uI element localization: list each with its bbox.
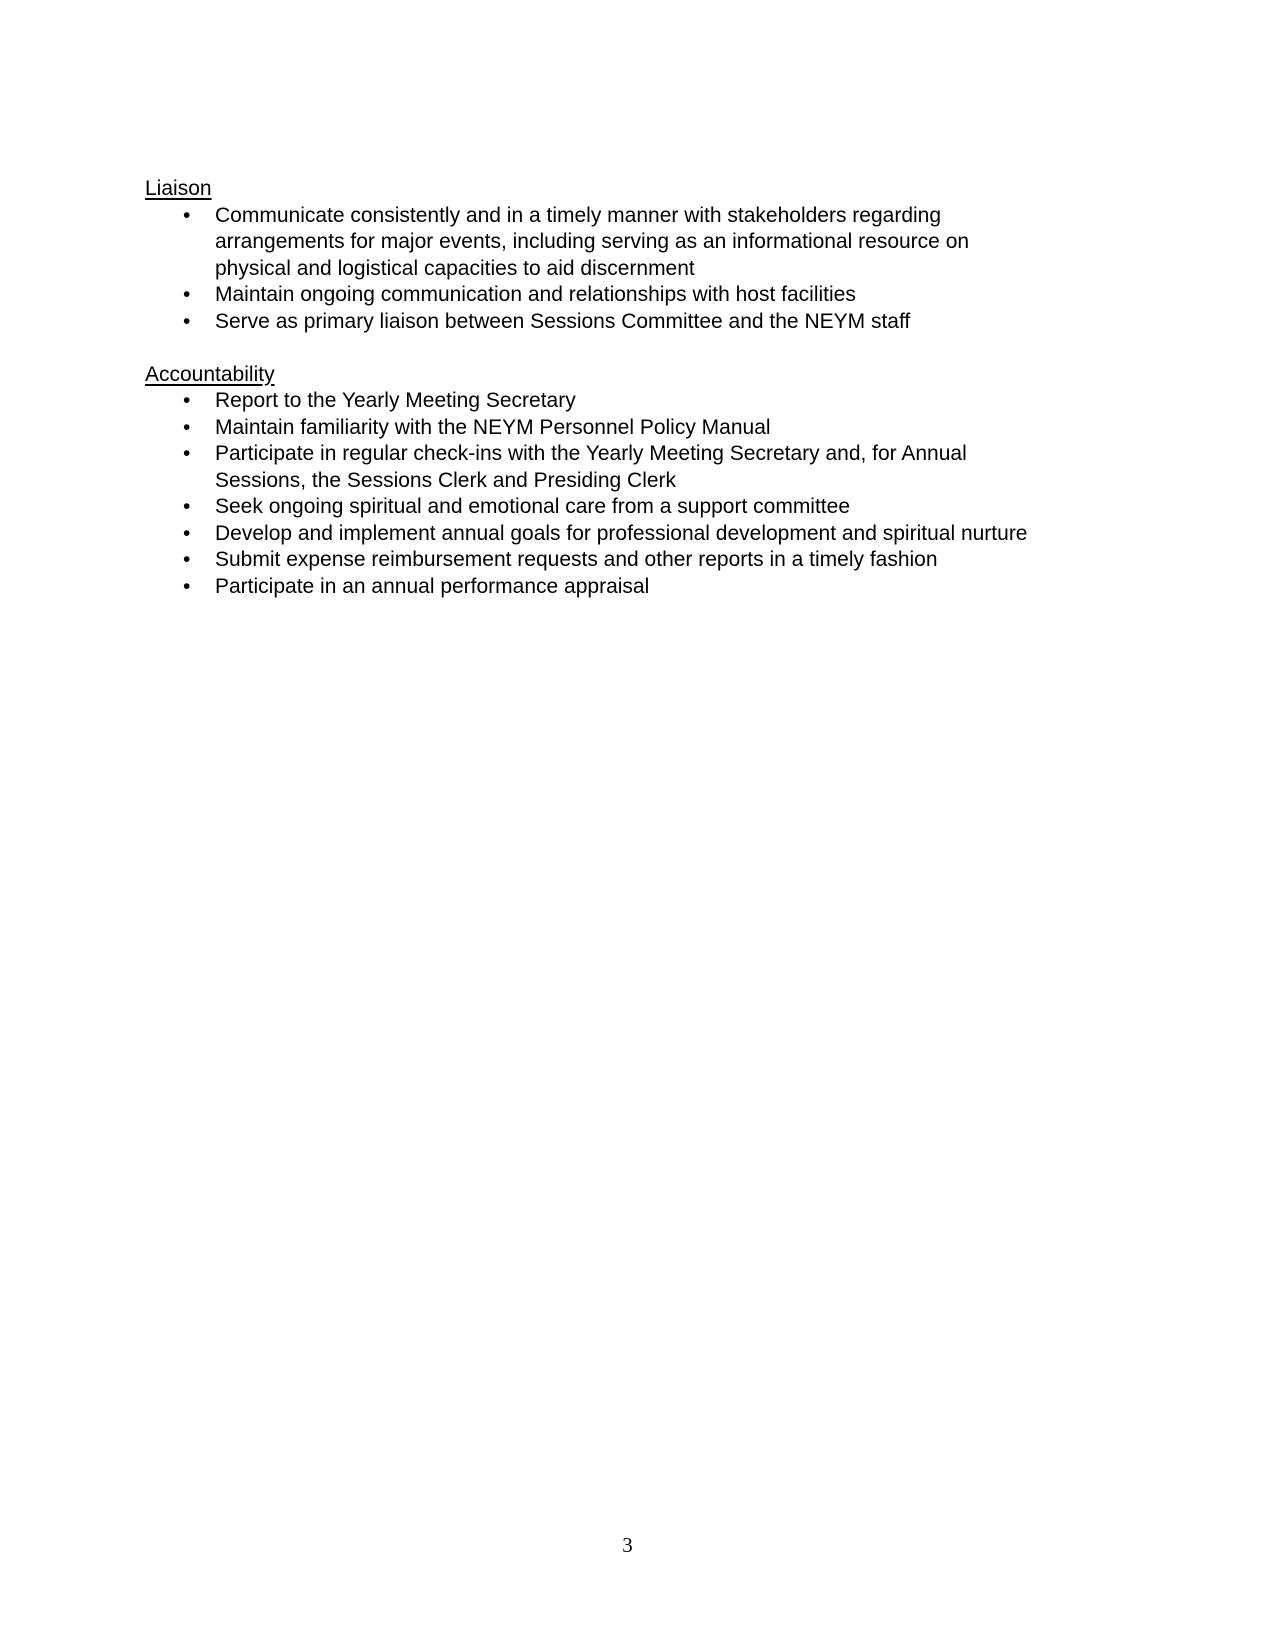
bullet-text: Seek ongoing spiritual and emotional care from a support committee xyxy=(215,495,851,518)
bullet-item xyxy=(145,547,1037,574)
bullet-item xyxy=(145,494,1037,521)
bullet-text: Maintain ongoing communication and relationships with host facilities xyxy=(215,283,856,306)
bullet-icon: • xyxy=(183,442,191,465)
section-heading: Liaison xyxy=(145,177,212,200)
section-liaison xyxy=(145,176,1037,335)
bullet-text: Participate in an annual performance appraisal xyxy=(215,574,650,598)
bullet-text: Develop and implement annual goals for professional development and spiritual nurture xyxy=(215,521,1028,545)
bullet-item xyxy=(145,203,1037,283)
page-number: 3 xyxy=(622,1533,633,1557)
bullet-text: Maintain familiarity with the NEYM Personnel Policy Manual xyxy=(215,415,771,439)
bullet-icon: • xyxy=(183,548,191,571)
bullet-icon: • xyxy=(183,283,191,306)
bullet-icon: • xyxy=(183,521,191,545)
bullet-text: Communicate consistently and in a timely manner with stakeholders regarding arrangements for major events, including serving as an informational resource on physical and logistical capacities to aid discernment xyxy=(215,203,970,280)
bullet-text: Submit expense reimbursement requests and other reports in a timely fashion xyxy=(215,548,938,571)
bullet-text: Serve as primary liaison between Sessions Committee and the NEYM staff xyxy=(215,309,911,333)
bullet-item xyxy=(145,574,1037,601)
bullet-icon: • xyxy=(183,415,191,439)
bullet-item xyxy=(145,441,1037,494)
bullet-icon: • xyxy=(183,203,191,227)
bullet-item xyxy=(145,521,1037,548)
bullet-list xyxy=(145,203,1037,336)
section-accountability xyxy=(145,362,1037,601)
bullet-item xyxy=(145,282,1037,309)
section-heading: Accountability xyxy=(145,362,275,386)
bullet-list xyxy=(145,388,1037,600)
bullet-item xyxy=(145,388,1037,415)
bullet-icon: • xyxy=(183,495,191,518)
bullet-icon: • xyxy=(183,389,191,412)
bullet-icon: • xyxy=(183,574,191,598)
bullet-item xyxy=(145,415,1037,442)
bullet-text: Report to the Yearly Meeting Secretary xyxy=(215,389,576,412)
bullet-icon: • xyxy=(183,309,191,333)
document-body xyxy=(145,176,1037,600)
bullet-text: Participate in regular check-ins with the Yearly Meeting Secretary and, for Annual Sessions, the Sessions Clerk and Presiding Clerk xyxy=(215,442,967,492)
bullet-item xyxy=(145,309,1037,336)
